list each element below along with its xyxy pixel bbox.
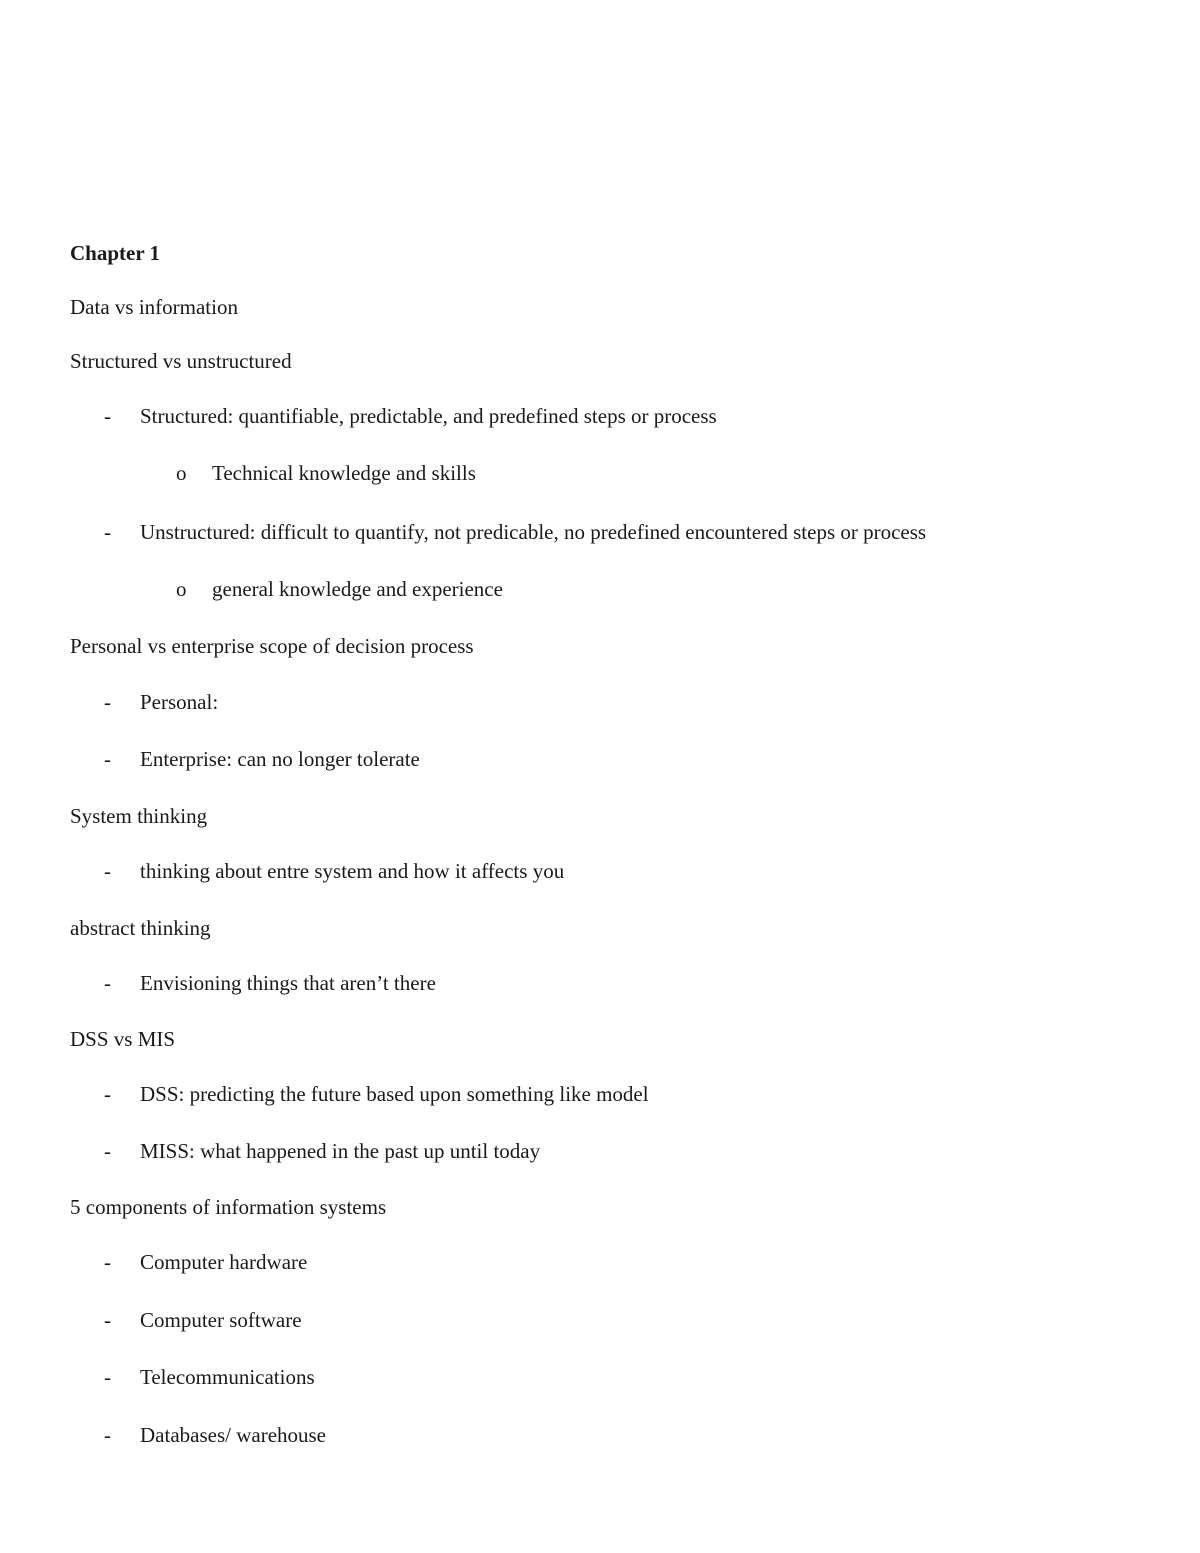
- list-item-computer-software: Computer software: [140, 1308, 302, 1332]
- list-item-enterprise: Enterprise: can no longer tolerate: [140, 747, 420, 771]
- bullet-dash: -: [104, 1308, 111, 1332]
- bullet-dash: -: [104, 1365, 111, 1389]
- bullet-dash: -: [104, 1423, 111, 1447]
- list-item-miss: MISS: what happened in the past up until today: [140, 1139, 541, 1163]
- list-item-dss: DSS: predicting the future based upon something like model: [140, 1082, 649, 1106]
- list-item-unstructured: Unstructured: difficult to quantify, not predicable, no predefined encountered steps or process: [140, 520, 927, 544]
- topic-five-components: 5 components of information systems: [70, 1195, 387, 1219]
- bullet-dash: -: [104, 1139, 111, 1163]
- bullet-dash: -: [104, 747, 111, 771]
- bullet-dash: -: [104, 971, 111, 995]
- list-item-computer-hardware: Computer hardware: [140, 1250, 308, 1274]
- topic-dss-vs-mis: DSS vs MIS: [70, 1027, 176, 1051]
- bullet-dash: -: [104, 1082, 111, 1106]
- topic-structured-vs-unstructured: Structured vs unstructured: [70, 349, 292, 373]
- bullet-dash: -: [104, 690, 111, 714]
- bullet-circle: o: [176, 461, 187, 485]
- list-item-structured: Structured: quantifiable, predictable, and predefined steps or process: [140, 404, 717, 428]
- topic-personal-vs-enterprise: Personal vs enterprise scope of decision process: [70, 634, 474, 658]
- list-item-telecommunications: Telecommunications: [140, 1365, 315, 1389]
- list-item-databases: Databases/ warehouse: [140, 1423, 327, 1447]
- topic-data-vs-information: Data vs information: [70, 295, 238, 319]
- sub-item-general-knowledge: general knowledge and experience: [212, 577, 503, 601]
- bullet-dash: -: [104, 859, 111, 883]
- topic-abstract-thinking: abstract thinking: [70, 916, 211, 940]
- bullet-circle: o: [176, 577, 187, 601]
- list-item-personal: Personal:: [140, 690, 219, 714]
- list-item-system-thinking: thinking about entre system and how it affects you: [140, 859, 565, 883]
- topic-system-thinking: System thinking: [70, 804, 208, 828]
- bullet-dash: -: [104, 404, 111, 428]
- list-item-abstract-thinking: Envisioning things that aren’t there: [140, 971, 436, 995]
- bullet-dash: -: [104, 1250, 111, 1274]
- chapter-heading: Chapter 1: [70, 241, 161, 265]
- sub-item-technical-knowledge: Technical knowledge and skills: [212, 461, 476, 485]
- bullet-dash: -: [104, 520, 111, 544]
